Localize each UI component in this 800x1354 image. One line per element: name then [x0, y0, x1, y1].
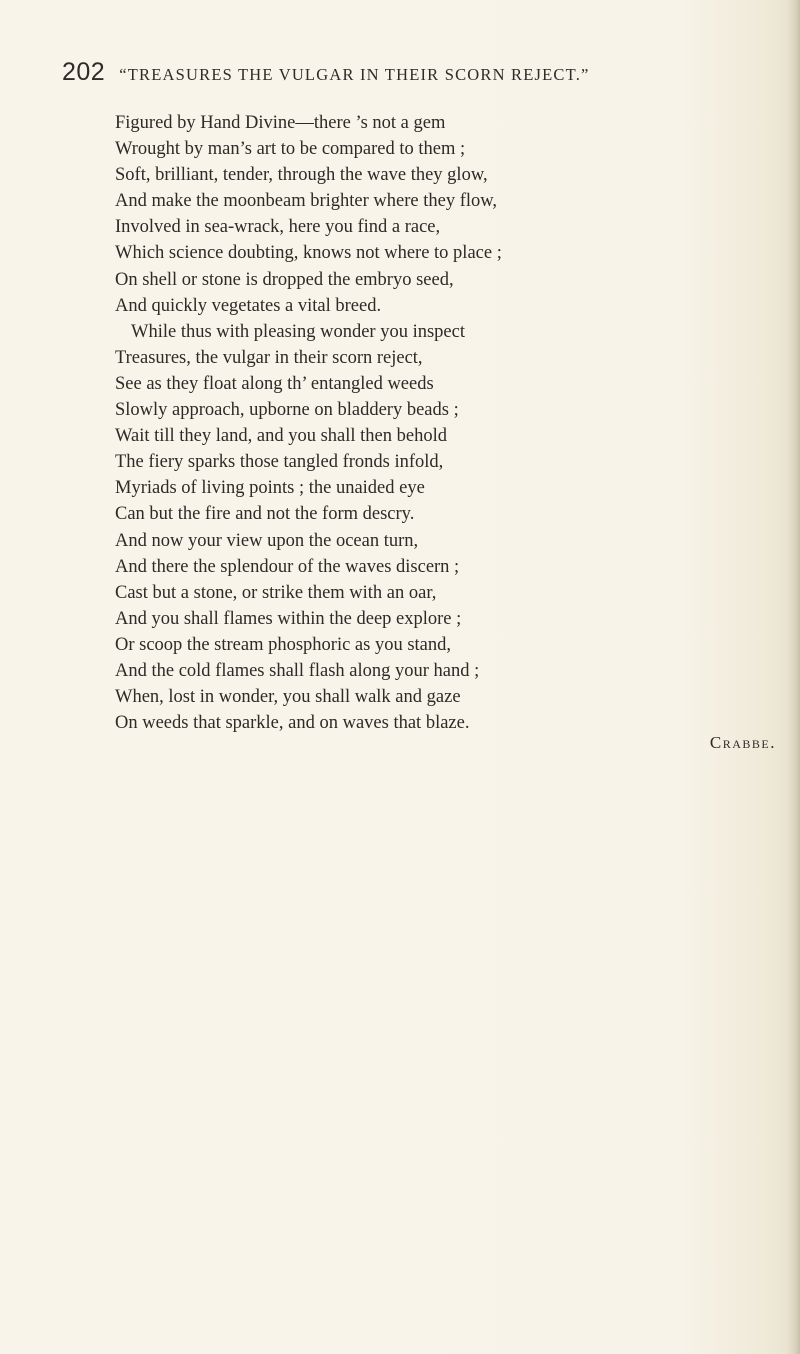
poem-line: Cast but a stone, or strike them with an oar, — [115, 582, 437, 603]
running-title: “TREASURES THE VULGAR IN THEIR SCORN REJECT.” — [119, 65, 590, 84]
poem-line: The fiery sparks those tangled fronds infold, — [115, 452, 444, 473]
poem-line: Or scoop the stream phosphoric as you stand, — [115, 634, 452, 655]
poem-line: Wrought by man’s art to be compared to them ; — [115, 139, 466, 160]
poem-line: When, lost in wonder, you shall walk and gaze — [115, 687, 461, 708]
poem-line: See as they float along th’ entangled weeds — [115, 373, 434, 394]
poem-line: Can but the fire and not the form descry. — [115, 504, 415, 525]
poem-line: On weeds that sparkle, and on waves that blaze. — [115, 713, 470, 734]
page-header — [62, 58, 782, 87]
poem — [115, 110, 795, 736]
poem-line: While thus with pleasing wonder you inspect — [131, 321, 465, 342]
poem-line: Treasures, the vulgar in their scorn reject, — [115, 347, 423, 368]
poem-line: Wait till they land, and you shall then behold — [115, 426, 447, 447]
poem-line: Involved in sea-wrack, here you find a race, — [115, 217, 441, 238]
poem-line: And there the splendour of the waves discern ; — [115, 556, 460, 577]
page-number: 202 — [62, 58, 106, 86]
poem-line: Figured by Hand Divine—there ’s not a gem — [115, 113, 446, 133]
poem-line: Soft, brilliant, tender, through the wave they glow, — [115, 165, 488, 186]
poem-line: And you shall flames within the deep explore ; — [115, 608, 462, 629]
poem-line: Slowly approach, upborne on bladdery beads ; — [115, 400, 459, 421]
poem-line: And make the moonbeam brighter where they flow, — [115, 191, 498, 212]
poem-line: And now your view upon the ocean turn, — [115, 530, 419, 551]
poem-line: And the cold flames shall flash along your hand ; — [115, 660, 480, 681]
author-attribution: Crabbe. — [709, 733, 776, 752]
poem-line: On shell or stone is dropped the embryo seed, — [115, 269, 454, 290]
poem-line: And quickly vegetates a vital breed. — [115, 295, 382, 316]
poem-line: Myriads of living points ; the unaided eye — [115, 478, 425, 499]
poem-line: Which science doubting, knows not where to place ; — [115, 243, 502, 264]
